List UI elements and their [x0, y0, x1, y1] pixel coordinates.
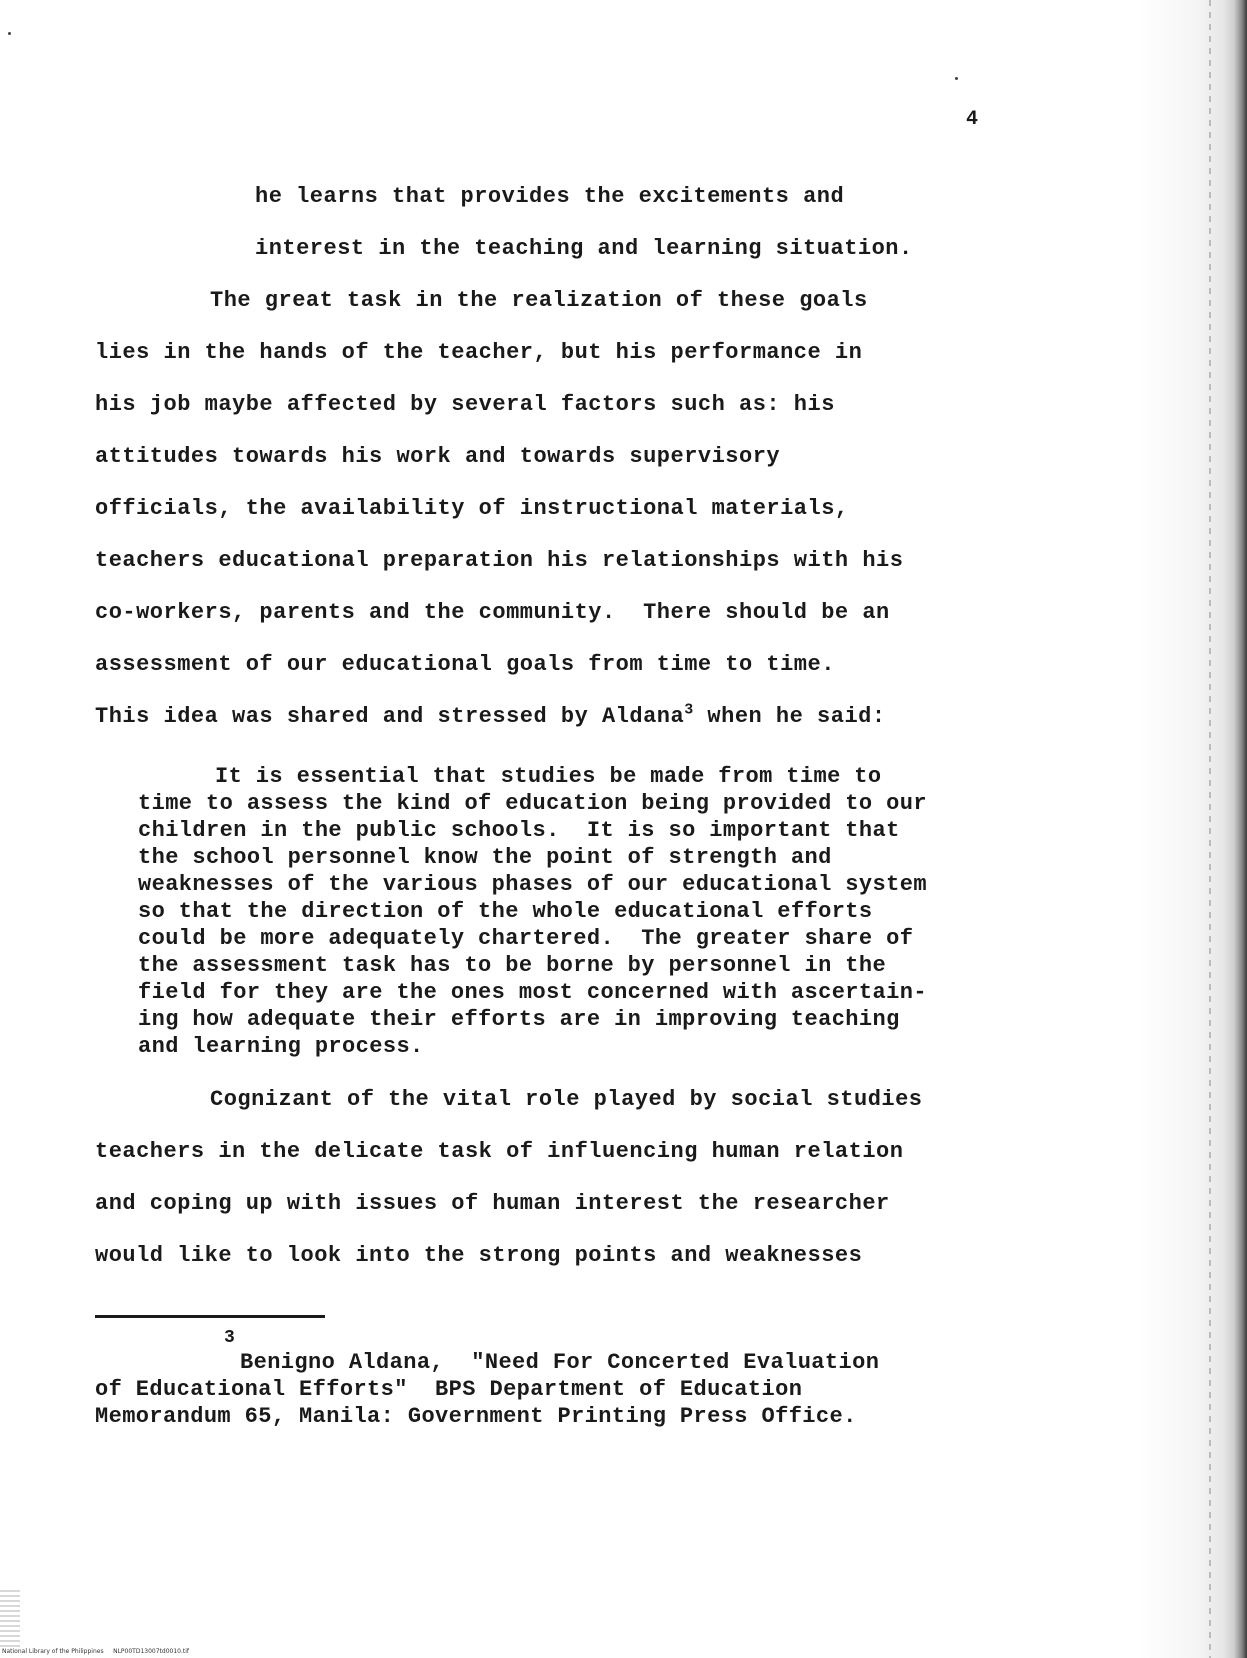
closing-line-3: and coping up with issues of human interest the researcher [95, 1191, 890, 1216]
quote-line-10: ing how adequate their efforts are in improving teaching [138, 1007, 900, 1032]
quote-line-11: and learning process. [138, 1034, 424, 1059]
closing-line-2: teachers in the delicate task of influencing human relation [95, 1139, 904, 1164]
body-line-9: co-workers, parents and the community. There should be an [95, 600, 890, 625]
body-line-2: interest in the teaching and learning situation. [255, 236, 913, 261]
body-line-3: The great task in the realization of these goals [210, 288, 868, 313]
quote-line-7: could be more adequately chartered. The greater share of [138, 926, 914, 951]
footnote-rule [95, 1315, 325, 1318]
quote-line-4: the school personnel know the point of strength and [138, 845, 832, 870]
quote-line-5: weaknesses of the various phases of our educational system [138, 872, 927, 897]
body-line-5: his job maybe affected by several factors such as: his [95, 392, 835, 417]
body-line-11-text: This idea was shared and stressed by Aldana [95, 704, 685, 729]
quote-line-9: field for they are the ones most concerned with ascertain- [138, 980, 927, 1005]
footnote-reference: 3 [684, 701, 694, 719]
footnote-marker: 3 [224, 1328, 235, 1348]
body-line-1: he learns that provides the excitements and [255, 184, 845, 209]
footnote-line-1: Benigno Aldana, "Need For Concerted Evaluation [240, 1350, 880, 1375]
scan-edge-shadow [1139, 0, 1247, 1658]
scan-speck [955, 77, 958, 80]
quote-line-1: It is essential that studies be made from time to [215, 764, 882, 789]
quote-line-8: the assessment task has to be borne by personnel in the [138, 953, 887, 978]
footnote-line-2: of Educational Efforts" BPS Department of Education [95, 1377, 803, 1402]
body-line-4: lies in the hands of the teacher, but his performance in [95, 340, 863, 365]
footnote-line-3: Memorandum 65, Manila: Government Printing Press Office. [95, 1404, 857, 1429]
page-number: 4 [966, 108, 979, 131]
body-line-11-tail: when he said: [693, 704, 886, 729]
body-line-10: assessment of our educational goals from time to time. [95, 652, 835, 677]
body-line-8: teachers educational preparation his relationships with his [95, 548, 904, 573]
closing-line-1: Cognizant of the vital role played by social studies [210, 1087, 923, 1112]
library-caption: National Library of the Philippines NLP00TD13007td0010.tif [2, 1648, 190, 1655]
quote-line-6: so that the direction of the whole educational efforts [138, 899, 873, 924]
scan-noise [0, 1590, 20, 1648]
scan-speck [8, 32, 11, 35]
body-line-11 [95, 701, 886, 729]
quote-line-2: time to assess the kind of education being provided to our [138, 791, 927, 816]
body-line-7: officials, the availability of instructional materials, [95, 496, 849, 521]
body-line-6: attitudes towards his work and towards supervisory [95, 444, 781, 469]
quote-line-3: children in the public schools. It is so important that [138, 818, 900, 843]
closing-line-4: would like to look into the strong points and weaknesses [95, 1243, 863, 1268]
scan-edge-line [1209, 0, 1211, 1658]
